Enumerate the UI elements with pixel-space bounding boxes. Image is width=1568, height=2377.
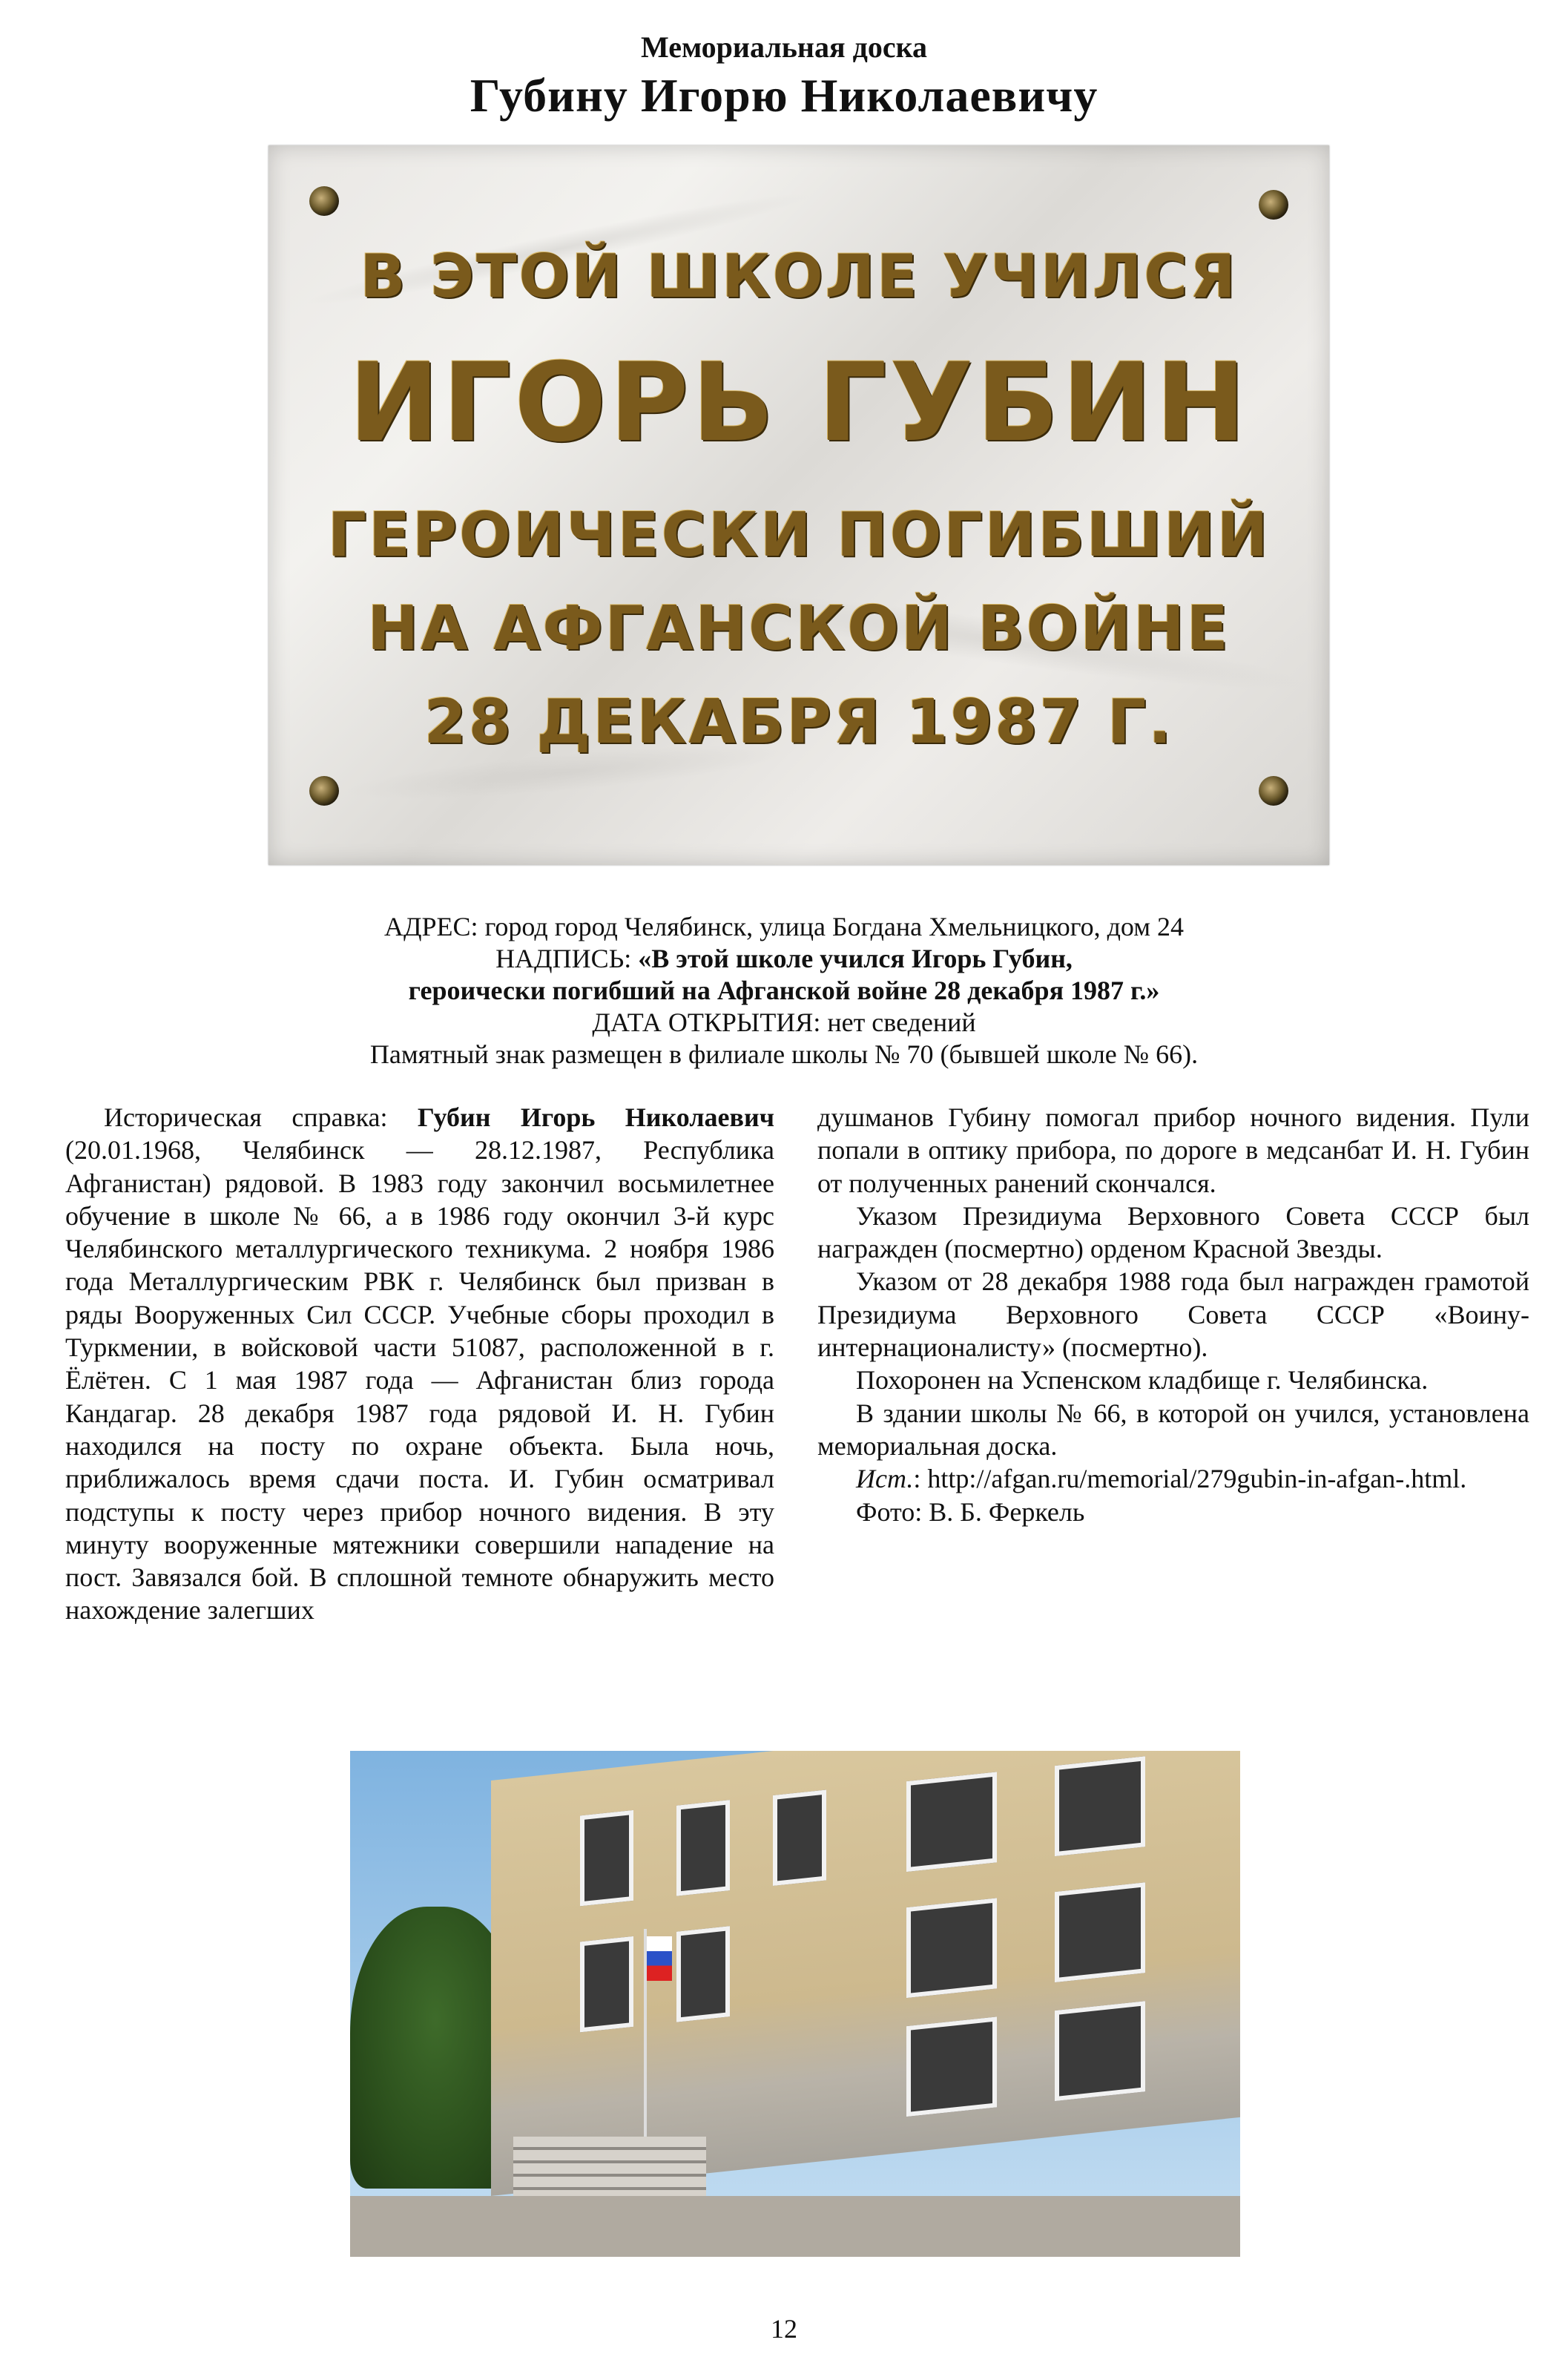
plaque-line: ГЕРОИЧЕСКИ ПОГИБШИЙ — [327, 500, 1271, 571]
history-paragraph — [65, 1101, 774, 1627]
address-label: АДРЕС: — [383, 912, 478, 941]
inscription-line — [0, 943, 1568, 975]
page-title: Губину Игорю Николаевичу — [470, 69, 1098, 122]
award-paragraph: Указом Президиума Верховного Совета СССР был награжден (посмертно) орденом Красной Звезды. — [817, 1200, 1529, 1264]
source-label: Ист. — [856, 1464, 914, 1494]
plaque-line: ИГОРЬ ГУБИН — [349, 340, 1249, 466]
history-name: Губин Игорь Николаевич — [417, 1102, 774, 1132]
article-column-left — [65, 1101, 774, 1627]
history-text-part-1: (20.01.1968, Челябинск — 28.12.1987, Республика Афганистан) рядовой. В 1983 году закончил восьмилетнее обучение в школе № 66, а в 1986 году окончил 3-й курс Челябинского металлургического техникума. 2 ноября 1986 года Металлургическим РВК г. Челябинск был призван в ряды Вооруженных Сил СССР. Учебные сборы проходил в Туркмении, в войсковой части 51087, расположенной в г. Ёлётен. С 1 мая 1987 года — Афганистан близ города Кандагар. 28 декабря 1987 года рядовой И. Н. Губин находился на посту по охране объекта. Была ночь, приближалось время сдачи поста. И. Губин осматривал подступы к посту через прибор ночного видения. В эту минуту вооруженные мятежники совершили нападение на пост. Завязался бой. В сплошной темноте обнаружить место нахождение залегших — [65, 1135, 774, 1625]
plaque-paragraph: В здании школы № 66, в которой он учился, установлена мемориальная доска. — [817, 1398, 1529, 1461]
page-number: 12 — [771, 2314, 797, 2344]
article-column-right — [817, 1101, 1529, 1528]
source-paragraph — [817, 1462, 1529, 1495]
source-url: : http://afgan.ru/memorial/279gubin-in-afgan-.html. — [913, 1464, 1467, 1494]
russian-flag-icon — [647, 1936, 672, 1981]
plaque-line: 28 ДЕКАБРЯ 1987 Г. — [424, 687, 1174, 757]
date-value: нет сведений — [820, 1007, 976, 1037]
history-text-part-2: душманов Губину помогал прибор ночного видения. Пули попали в оптику прибора, по дороге в медсанбат И. Н. Губин от полученных ранений скончался. — [817, 1102, 1529, 1198]
date-label: ДАТА ОТКРЫТИЯ: — [592, 1007, 821, 1037]
screw-icon — [1259, 190, 1288, 220]
burial-paragraph: Похоронен на Успенском кладбище г. Челябинска. — [856, 1365, 1429, 1395]
plaque-line: НА АФГАНСКОЙ ВОЙНЕ — [367, 594, 1231, 664]
screw-icon — [309, 776, 339, 806]
memorial-plaque-photo — [269, 145, 1329, 865]
address-value: город город Челябинск, улица Богдана Хмельницкого, дом 24 — [478, 912, 1185, 941]
inscription-text: «В этой школе учился Игорь Губин, — [638, 944, 1073, 973]
award-paragraph-2: Указом от 28 декабря 1988 года был награжден грамотой Президиума Верховного Совета СССР «Воину-интернационалисту» (посмертно). — [817, 1266, 1529, 1363]
inscription-label: НАДПИСЬ: — [495, 944, 639, 973]
address-line — [0, 911, 1568, 943]
location-note: Памятный знак размещен в филиале школы № 70 (бывшей школе № 66). — [369, 1039, 1199, 1069]
history-lead: Историческая справка: — [104, 1102, 418, 1132]
school-building-photo — [350, 1751, 1240, 2257]
page-subtitle: Мемориальная доска — [640, 30, 928, 64]
screw-icon — [309, 186, 339, 216]
opening-date-line — [0, 1007, 1568, 1039]
inscription-line-2: героически погибший на Афганской войне 28 декабря 1987 г.» — [408, 976, 1160, 1005]
screw-icon — [1259, 776, 1288, 806]
photo-credit: Фото: В. Б. Феркель — [856, 1496, 1085, 1527]
plaque-line: В ЭТОЙ ШКОЛЕ УЧИЛСЯ — [360, 242, 1238, 311]
